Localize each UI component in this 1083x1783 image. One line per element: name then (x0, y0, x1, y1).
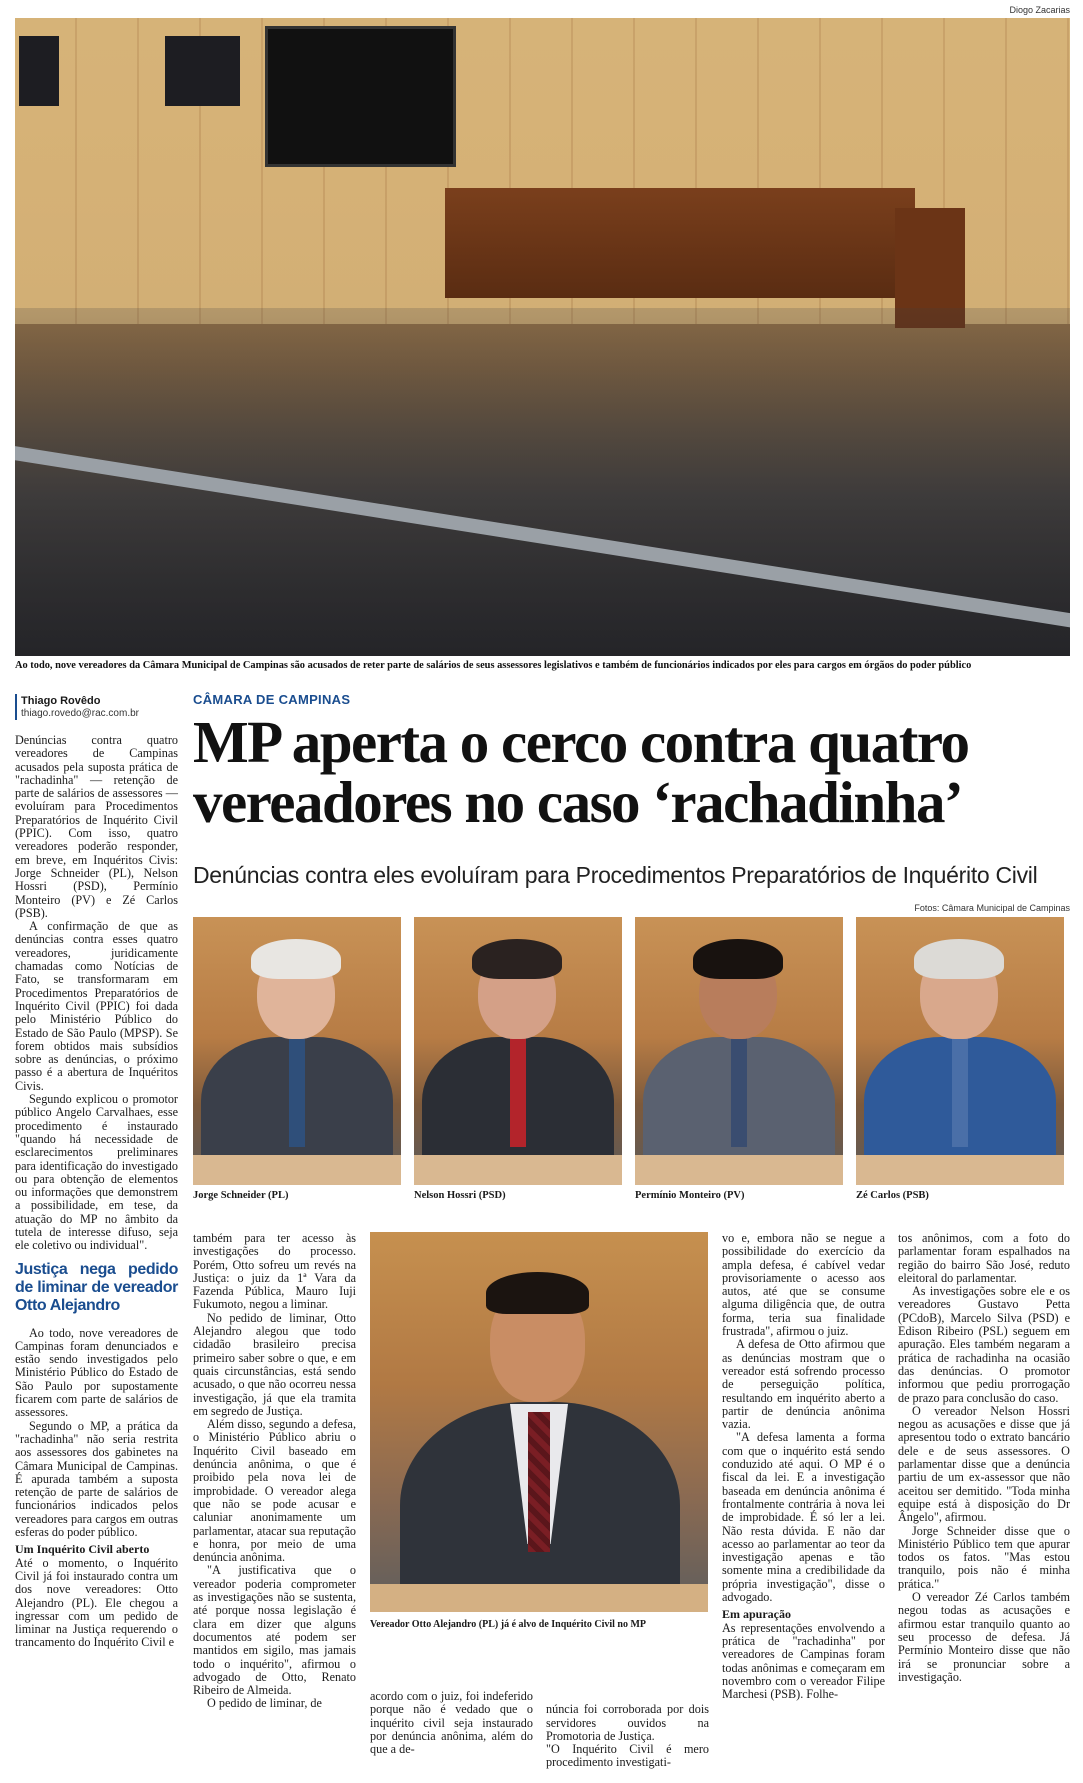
portrait-nelson-hossri (414, 917, 622, 1185)
section-kicker: CÂMARA DE CAMPINAS (193, 692, 351, 707)
paragraph: As investigações sobre ele e os vereadores Gustavo Petta (PCdoB), Marcelo Silva (PSD) e Edison Ribeiro (PSL) seguem em apuração. Eles também negaram a prática de rachadinha na ocasião das denúncias. O promotor informou que pediu prorrogação de prazo para conclusão do caso. (898, 1284, 1070, 1405)
byline-bar (15, 694, 17, 720)
portrait-caption: Permínio Monteiro (PV) (635, 1190, 745, 1201)
paragraph: Jorge Schneider disse que o Ministério Público tem que apurar todos os fatos. "Mas estou tranquilo, pois não é minha prática." (898, 1523, 1070, 1591)
portrait-caption: Jorge Schneider (PL) (193, 1190, 289, 1201)
photos-credit: Fotos: Câmara Municipal de Campinas (914, 903, 1070, 913)
paragraph: O vereador Nelson Hossri negou as acusações e disse que já apresentou todo o extrato bancário dele e de seus assessores. O parlamentar disse que a denúncia partiu de um ex-assessor que não aceitou ser demitido. "Toda minha equipe está à disposição do Dr Ângelo", afirmou. (898, 1403, 1070, 1525)
byline-name: Thiago Rovêdo (21, 695, 101, 707)
portrait-caption: Nelson Hossri (PSD) (414, 1190, 506, 1201)
paragraph: tos anônimos, com a foto do parlamentar foram espalhados na região do bairro São José, reduto eleitoral do parlamentar. (898, 1231, 1070, 1285)
paragraph: Denúncias contra quatro vereadores de Campinas acusados pela suposta prática de "rachadinha" — retenção de parte de salários de assessores — evoluíram para Procedimentos Preparatórios de Inquérito Civil (PPIC). Com isso, quatro vereadores poderão responder, em breve, em Inquéritos Civis: Jorge Schneider (PL), Nelson Hossri (PSD), Permínio Monteiro (PV) e Zé Carlos (PSB). (15, 733, 178, 920)
main-photo-caption: Ao todo, nove vereadores da Câmara Municipal de Campinas são acusados de reter parte de salários de seus assessores legislativos e também de funcionários indicados por eles para cargos em órgãos do poder público (15, 660, 972, 671)
paragraph: vo e, embora não se negue a possibilidade do exercício da ampla defesa, é cabível vedar provisoriamente o acesso aos autos, até que se consume alguma diligência que, de outra forma, teria sua finalidade frustrada", afirmou o juiz. (722, 1231, 885, 1339)
article-column-3b (546, 1690, 709, 1783)
subheadline: Denúncias contra eles evoluíram para Procedimentos Preparatórios de Inquérito Civil (193, 862, 1038, 888)
paragraph: O vereador Zé Carlos também negou todas as acusações e afirmou estar tranquilo quanto ao seu processo de defesa. Já Permínio Monteiro disse que não irá se pronunciar sobre a investigação. (898, 1590, 1070, 1684)
portrait-perminio-monteiro (635, 917, 843, 1185)
paragraph: A defesa de Otto afirmou que as denúncias mostram que o vereador está sofrendo processo de perseguição política, resultando em inquérito aberto a partir de denúncia anônima vazia. (722, 1337, 885, 1432)
paragraph: Segundo o MP, a prática da "rachadinha" não seria restrita aos assessores dos gabinetes na Câmara Municipal de Campinas. É apurada também a suposta retenção de parte de salários de funcionários indicados pelos vereadores para cargos em outras esferas do poder público. (15, 1418, 178, 1540)
portrait-caption: Zé Carlos (PSB) (856, 1190, 929, 1201)
article-column-3 (722, 1232, 885, 1701)
paragraph: "A justificativa que o vereador poderia comprometer as investigações não se sustenta, até porque nossa legislação é clara em dizer que alguns documentos até podem ser mantidos em sigilo, mas jamais todo o inquérito", afirmou o advogado de Otto, Renato Ribeiro de Almeida. (193, 1563, 356, 1698)
portrait-ze-carlos (856, 917, 1064, 1185)
paragraph: O pedido de liminar, de (207, 1696, 322, 1711)
paragraph: As representações envolvendo a prática de "rachadinha" por vereadores de Campinas foram todas anônimas e começaram em novembro com o vereador Filipe Marchesi (PSB). Folhe- (722, 1620, 885, 1702)
byline-email: thiago.rovedo@rac.com.br (21, 708, 139, 719)
paragraph: Segundo explicou o promotor público Angelo Carvalhaes, esse procedimento é instaurado "quando há necessidade de esclarecimentos preliminares para identificação do investigado ou para obtenção de elementos ou informações que demonstrem a possibilidade, em tese, da atuação do MP no âmbito da tutela de interesse difuso, seja ele coletivo ou individual". (15, 1092, 178, 1253)
paragraph: Até o momento, o Inquérito Civil já foi instaurado contra um dos nove vereadores: Otto Alejandro (PL). Ele chegou a ingressar com um pedido de liminar na Justiça requerendo o trancamento do Inquérito Civil e (15, 1555, 178, 1650)
article-column-2 (193, 1232, 356, 1711)
article-column-1 (15, 734, 178, 1650)
paragraph: acordo com o juiz, foi indeferido porque não é vedado que o inquérito civil seja instaurado por denúncia anônima, além do que a de- (370, 1689, 533, 1757)
article-column-2b (370, 1690, 533, 1756)
photo-otto-caption: Vereador Otto Alejandro (PL) já é alvo de Inquérito Civil no MP (370, 1619, 647, 1630)
paragraph: Ao todo, nove vereadores de Campinas foram denunciados e estão sendo investigados pelo Ministério Público do Estado de São Paulo por supostamente ficarem com parte de salários de assessores. (15, 1325, 178, 1420)
paragraph-heading: Em apuração (722, 1607, 791, 1622)
photo-credit: Diogo Zacarias (1009, 5, 1070, 15)
paragraph: também para ter acesso às investigações do processo. Porém, Otto sofreu um revés na Justiça: o juiz da 1ª Vara da Fazenda Pública, Mauro Iuji Fukumoto, negou a liminar. (193, 1231, 356, 1312)
paragraph: No pedido de liminar, Otto Alejandro alegou que todo cidadão brasileiro precisa primeiro saber sobre o que, e em quais circunstâncias, está sendo acusado, o que não ocorreu nessa investigação, já que ela tramita em segredo de Justiça. (193, 1310, 356, 1418)
section-subhead: Justiça nega pedido de liminar de vereador Otto Alejandro (15, 1260, 178, 1314)
paragraph: "A defesa lamenta a forma com que o inquérito está sendo conduzido até aqui. O MP é o fiscal da lei. E a investigação baseada em denúncia anônima é frontalmente contrária à nova lei de improbidade. É só ler a lei. Não resta dúvida. E não dar acesso ao parlamentar ao teor da investigação apenas e tão somente mina a credibilidade da própria investigação", disse o advogado. (722, 1430, 885, 1605)
paragraph: Além disso, segundo a defesa, o Ministério Público abriu o Inquérito Civil baseado em denúncia anônima, o que é proibido pela nova lei de improbidade. O vereador alega que não se pode acusar e caluniar anonimamente um parlamentar, atacar sua reputação e honra, por meio de uma denúncia anônima. (193, 1417, 356, 1565)
article-column-4 (898, 1232, 1070, 1684)
paragraph: núncia foi corroborada por dois servidores ouvidos na Promotoria de Justiça. "O Inquérito Civil é mero procedimento investigati- (546, 1702, 709, 1770)
headline: MP aperta o cerco contra quatro vereadores no caso ‘rachadinha’ (193, 709, 969, 835)
paragraph: A confirmação de que as denúncias contra esses quatro vereadores, juridicamente chamadas como Notícias de Fato, se transformaram em Procedimentos Preparatórios de Inquérito Civil (PPIC) foi dada pelo Ministério Público do Estado de São Paulo (MPSP). Se forem obtidos mais subsídios sobre as denúncias, o próximo passo é a abertura de Inquéritos Civis. (15, 919, 178, 1093)
photo-otto-alejandro (370, 1232, 708, 1612)
main-photo (15, 18, 1070, 656)
paragraph-heading: Um Inquérito Civil aberto (15, 1542, 150, 1557)
portrait-jorge-schneider (193, 917, 401, 1185)
